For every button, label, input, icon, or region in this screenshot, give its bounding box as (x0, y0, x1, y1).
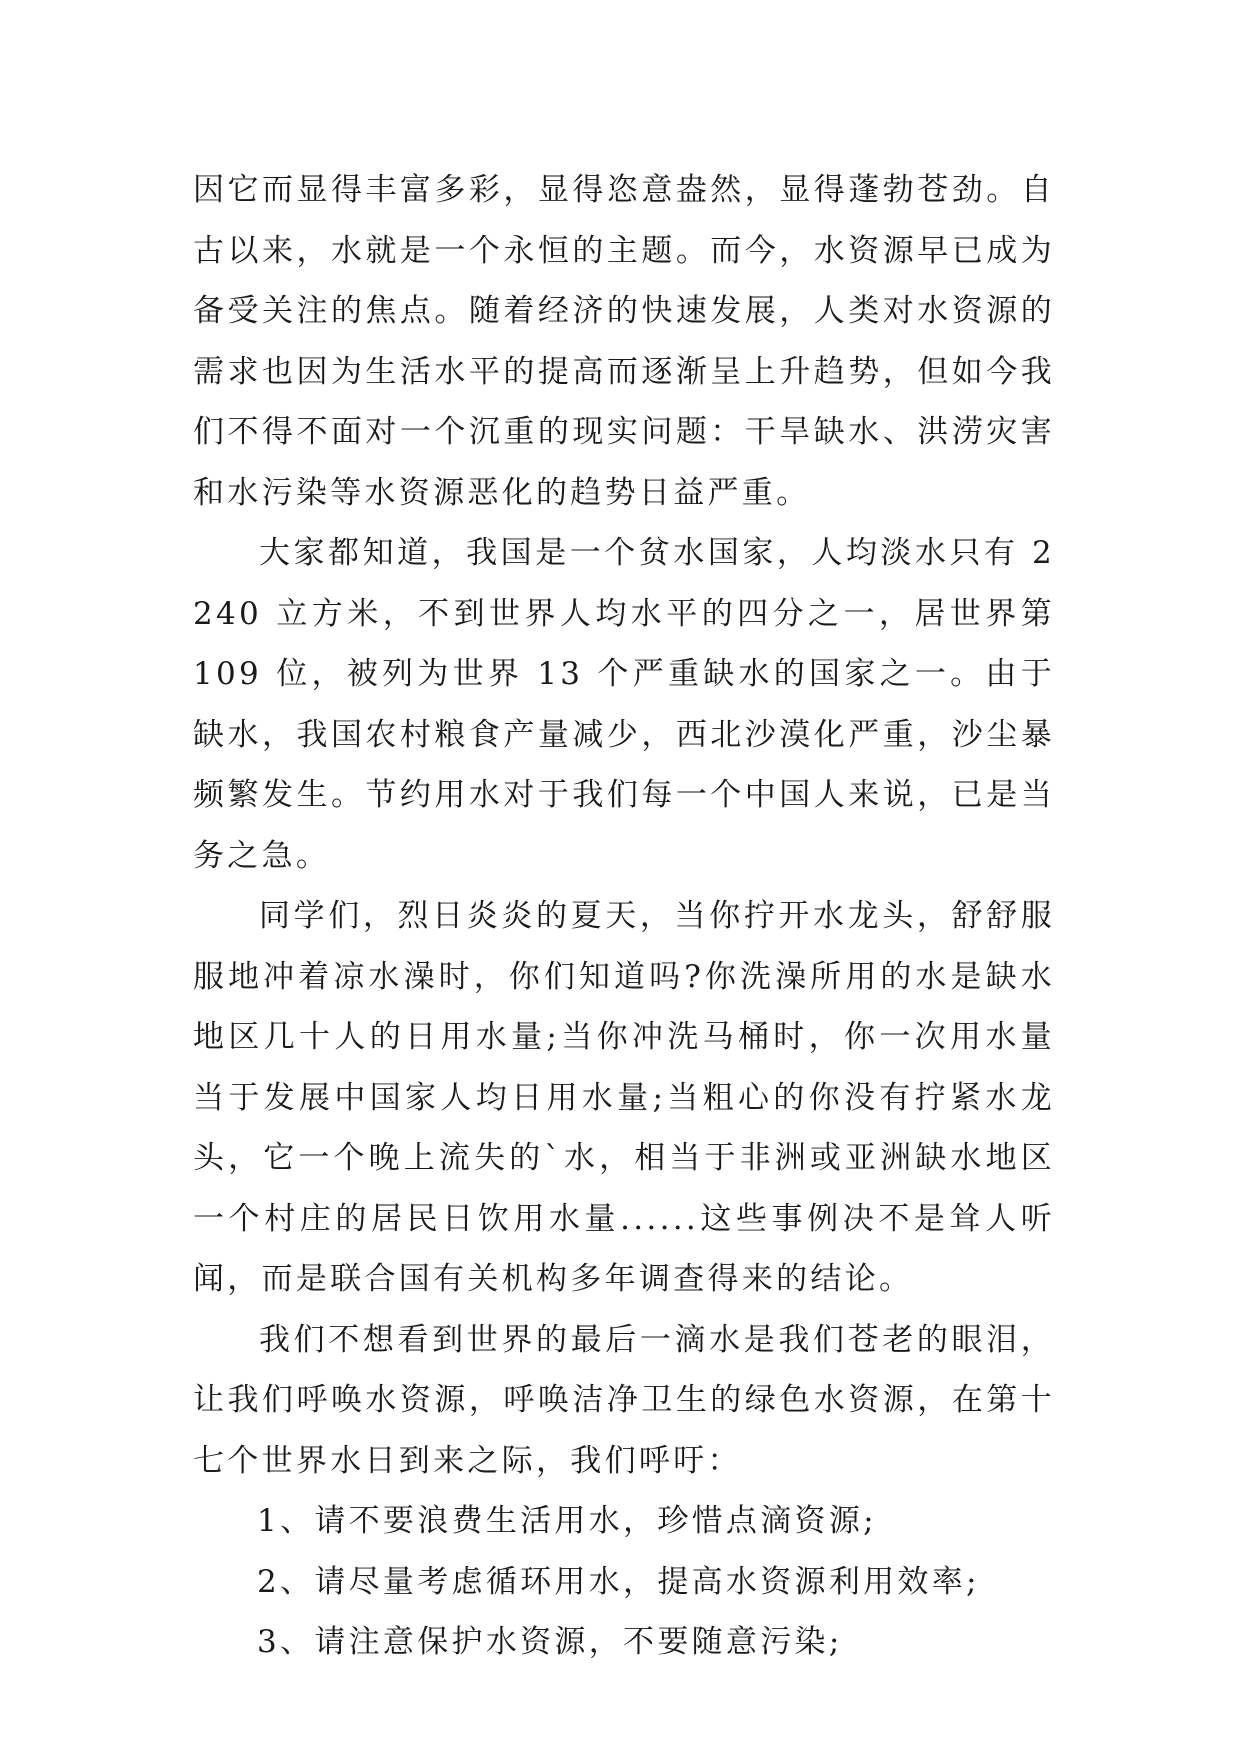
list-item: 2、请尽量考虑循环用水，提高水资源利用效率; (257, 1563, 980, 1600)
paragraph-water-shortage: 大家都知道，我国是一个贫水国家，人均淡水只有 2240 立方米，不到世界人均水平的四分之一，居世界第 109 位，被列为世界 13 个严重缺水的国家之一。由于缺水，我国农村粮食产量减少，西北沙漠化严重，沙尘暴频繁发生。节约用水对于我们每一个中国人来说，已是当务之急。 (193, 535, 1055, 874)
paragraph-intro: 因它而显得丰富多彩，显得恣意盎然，显得蓬勃苍劲。自古以来，水就是一个永恒的主题。而今，水资源早已成为备受关注的焦点。随着经济的快速发展，人类对水资源的需求也因为生活水平的提高而逐渐呈上升趋势，但如今我们不得不面对一个沉重的现实问题：干旱缺水、洪涝灾害和水污染等水资源恶化的趋势日益严重。 (193, 172, 1055, 511)
paragraph-appeal: 我们不想看到世界的最后一滴水是我们苍老的眼泪，让我们呼唤水资源，呼唤洁净卫生的绿色水资源，在第十七个世界水日到来之际，我们呼吁： (193, 1321, 1055, 1479)
paragraph-daily-usage: 同学们，烈日炎炎的夏天，当你拧开水龙头，舒舒服服地冲着凉水澡时，你们知道吗?你洗澡所用的水是缺水地区几十人的日用水量;当你冲洗马桶时，你一次用水量当于发展中国家人均日用水量;当粗心的你没有拧紧水龙头，它一个晚上流失的`水，相当于非洲或亚洲缺水地区一个村庄的居民日饮用水量......这些事例决不是耸人听闻，而是联合国有关机构多年调查得来的结论。 (193, 898, 1055, 1297)
list-item: 1、请不要浪费生活用水，珍惜点滴资源; (257, 1503, 877, 1539)
document-page (193, 160, 1055, 1673)
list-item: 3、请注意保护水资源，不要随意污染; (257, 1624, 843, 1660)
